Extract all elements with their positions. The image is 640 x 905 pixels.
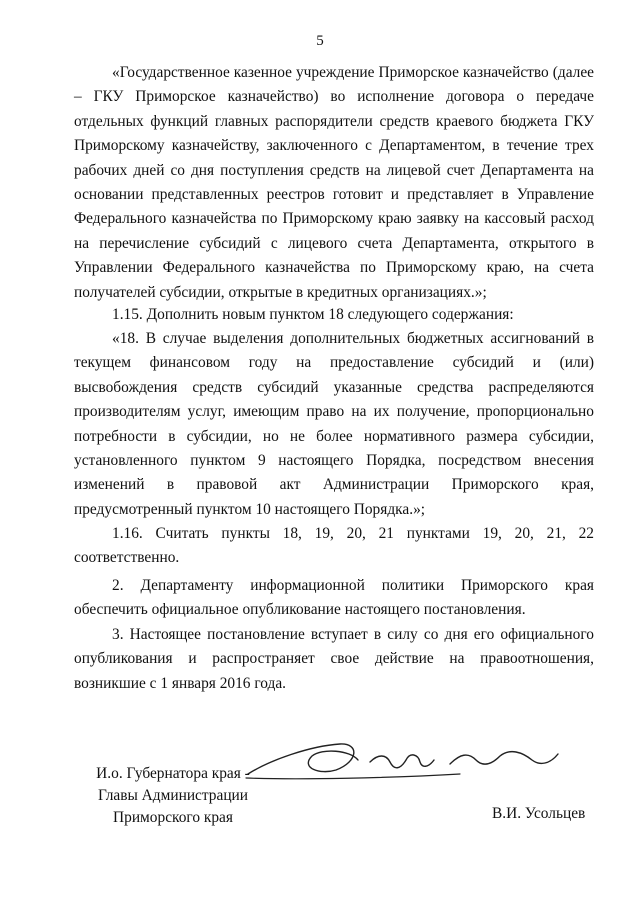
paragraph-1-16: 1.16. Считать пункты 18, 19, 20, 21 пунктами 19, 20, 21, 22 соответственно. <box>74 525 594 567</box>
signatory-title-line-3: Приморского края <box>113 809 233 826</box>
signatory-title-line-1: И.о. Губернатора края - <box>96 765 250 782</box>
paragraph-treasury-clause: «Государственное казенное учреждение Приморское казначейство (далее – ГКУ Приморское казначейство) во исполнение договора о передаче отдельных функций главных распорядители средств краевого бюджета ГКУ Приморскому казначейству, заключенного с Департаментом, в течение трех рабочих дней со дня поступления средств на лицевой счет Департамента на основании представленных реестров готовит и представляет в Управление Федерального казначейства по Приморскому краю заявку на кассовый расход на перечисление субсидий с лицевого счета Департамента, открытого в Управлении Федерального казначейства по Приморскому краю, на счета получателей субсидии, открытые в кредитных организациях.»; <box>74 64 594 301</box>
handwritten-signature <box>240 732 570 792</box>
signatory-title-line-2: Главы Администрации <box>97 787 249 804</box>
paragraph-3: 3. Настоящее постановление вступает в силу со дня его официального опубликования и распространяет свое действие на правоотношения, возникшие с 1 января 2016 года. <box>74 626 594 692</box>
paragraph-2: 2. Департаменту информационной политики Приморского края обеспечить официальное опубликование настоящего постановления. <box>74 577 594 619</box>
signer-name: В.И. Усольцев <box>492 805 586 822</box>
paragraph-item-18: «18. В случае выделения дополнительных бюджетных ассигнований в текущем финансовом году на предоставление субсидий и (или) высвобождения средств субсидий указанные средства распределяются производителям услуг, имеющим право на их получение, пропорционально потребности в субсидии, но не более нормативного размера субсидии, установленного пунктом 9 настоящего Порядка, посредством внесения изменений в правовой акт Администрации Приморского края, предусмотренный пунктом 10 настоящего Порядка.»; <box>74 330 594 518</box>
paragraph-1-15: 1.15. Дополнить новым пунктом 18 следующего содержания: <box>112 306 514 323</box>
page-number: 5 <box>316 33 324 49</box>
